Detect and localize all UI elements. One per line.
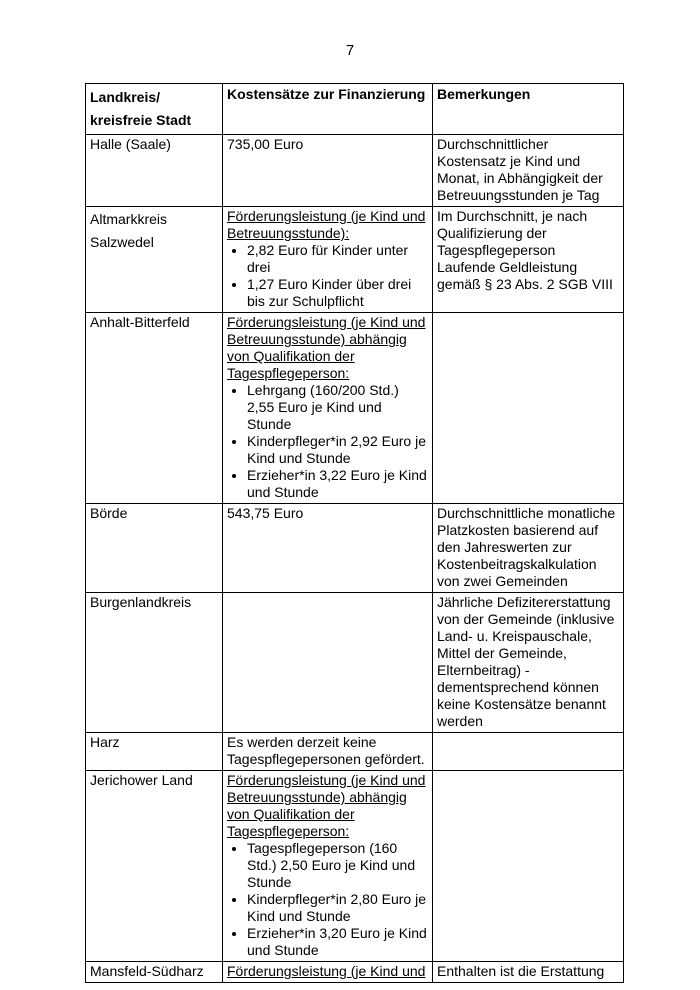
cost-cell: Es werden derzeit keine Tagespflegepersonen gefördert. bbox=[223, 733, 433, 771]
cost-list bbox=[227, 840, 428, 959]
cost-cell bbox=[223, 771, 433, 962]
header-remarks: Bemerkungen bbox=[433, 84, 624, 135]
district-cell: Burgenlandkreis bbox=[86, 593, 223, 733]
cost-list-item: • Kinderpfleger*in 2,80 Euro je Kind und Stunde bbox=[247, 891, 428, 925]
table-row bbox=[86, 313, 624, 504]
cost-cell bbox=[223, 207, 433, 313]
cost-list-item: • Kinderpfleger*in 2,92 Euro je Kind und Stunde bbox=[247, 433, 428, 467]
remarks-text: Laufende Geldleistung gemäß § 23 Abs. 2 SGB VIII bbox=[437, 259, 613, 292]
cost-list-item: • 1,27 Euro Kinder über drei bis zur Schulpflicht bbox=[247, 276, 428, 310]
table-row bbox=[86, 135, 624, 207]
district-cell: Börde bbox=[86, 504, 223, 593]
remarks-cell: Jährliche Defizitererstattung von der Gemeinde (inklusive Land- u. Kreispauschale, Mittel der Gemeinde, Elternbeitrag) - dementsprechend können keine Kostensätze benannt werden bbox=[433, 593, 624, 733]
remarks-cell bbox=[433, 207, 624, 313]
table-row bbox=[86, 733, 624, 771]
cost-list-item: • Lehrgang (160/200 Std.) 2,55 Euro je Kind und Stunde bbox=[247, 382, 428, 433]
remarks-cell: Enthalten ist die Erstattung bbox=[433, 962, 624, 983]
cost-heading: Förderungsleistung (je Kind und Betreuungsstunde) abhängig von Qualifikation der Tagespflegeperson: bbox=[227, 772, 426, 839]
page-number: 7 bbox=[345, 42, 355, 59]
remarks-cell bbox=[433, 771, 624, 962]
district-cell: Jerichower Land bbox=[86, 771, 223, 962]
header-cost: Kostensätze zur Finanzierung bbox=[223, 84, 433, 135]
table-row bbox=[86, 593, 624, 733]
remarks-cell bbox=[433, 733, 624, 771]
cost-list bbox=[227, 382, 428, 501]
cost-list-item: • Erzieher*in 3,22 Euro je Kind und Stunde bbox=[247, 467, 428, 501]
remarks-cell: Durchschnittliche monatliche Platzkosten basierend auf den Jahreswerten zur Kostenbeitragskalkulation von zwei Gemeinden bbox=[433, 504, 624, 593]
table-row bbox=[86, 771, 624, 962]
cost-list-item: • Erzieher*in 3,20 Euro je Kind und Stunde bbox=[247, 925, 428, 959]
cost-list bbox=[227, 242, 428, 310]
remarks-cell: Durchschnittlicher Kostensatz je Kind und Monat, in Abhängigkeit der Betreuungsstunden je Tag bbox=[433, 135, 624, 207]
header-district bbox=[86, 84, 223, 135]
cost-heading: Förderungsleistung (je Kind und bbox=[227, 963, 426, 979]
cost-heading: Förderungsleistung (je Kind und Betreuungsstunde): bbox=[227, 208, 426, 241]
header-district-line2: kreisfreie Stadt bbox=[90, 112, 192, 128]
cost-cell bbox=[223, 313, 433, 504]
cost-list-item: • Tagespflegeperson (160 Std.) 2,50 Euro je Kind und Stunde bbox=[247, 840, 428, 891]
district-cell: Halle (Saale) bbox=[86, 135, 223, 207]
table-row bbox=[86, 962, 624, 983]
table-header-row bbox=[86, 84, 624, 135]
cost-list-item: • 2,82 Euro für Kinder unter drei bbox=[247, 242, 428, 276]
table-row bbox=[86, 207, 624, 313]
cost-cell: 543,75 Euro bbox=[223, 504, 433, 593]
remarks-text: Im Durchschnitt, je nach Qualifizierung der Tagespflegeperson bbox=[437, 208, 588, 258]
header-district-line1: Landkreis/ bbox=[90, 89, 161, 105]
cost-cell: 735,00 Euro bbox=[223, 135, 433, 207]
remarks-cell bbox=[433, 313, 624, 504]
district-cell: Anhalt-Bitterfeld bbox=[86, 313, 223, 504]
district-cell: Mansfeld-Südharz bbox=[86, 962, 223, 983]
cost-table bbox=[85, 83, 624, 983]
cost-cell bbox=[223, 962, 433, 983]
cost-cell bbox=[223, 593, 433, 733]
district-cell: Harz bbox=[86, 733, 223, 771]
district-cell: Altmarkkreis Salzwedel bbox=[86, 207, 223, 313]
table-row bbox=[86, 504, 624, 593]
cost-heading: Förderungsleistung (je Kind und Betreuungsstunde) abhängig von Qualifikation der Tagespflegeperson: bbox=[227, 314, 426, 381]
